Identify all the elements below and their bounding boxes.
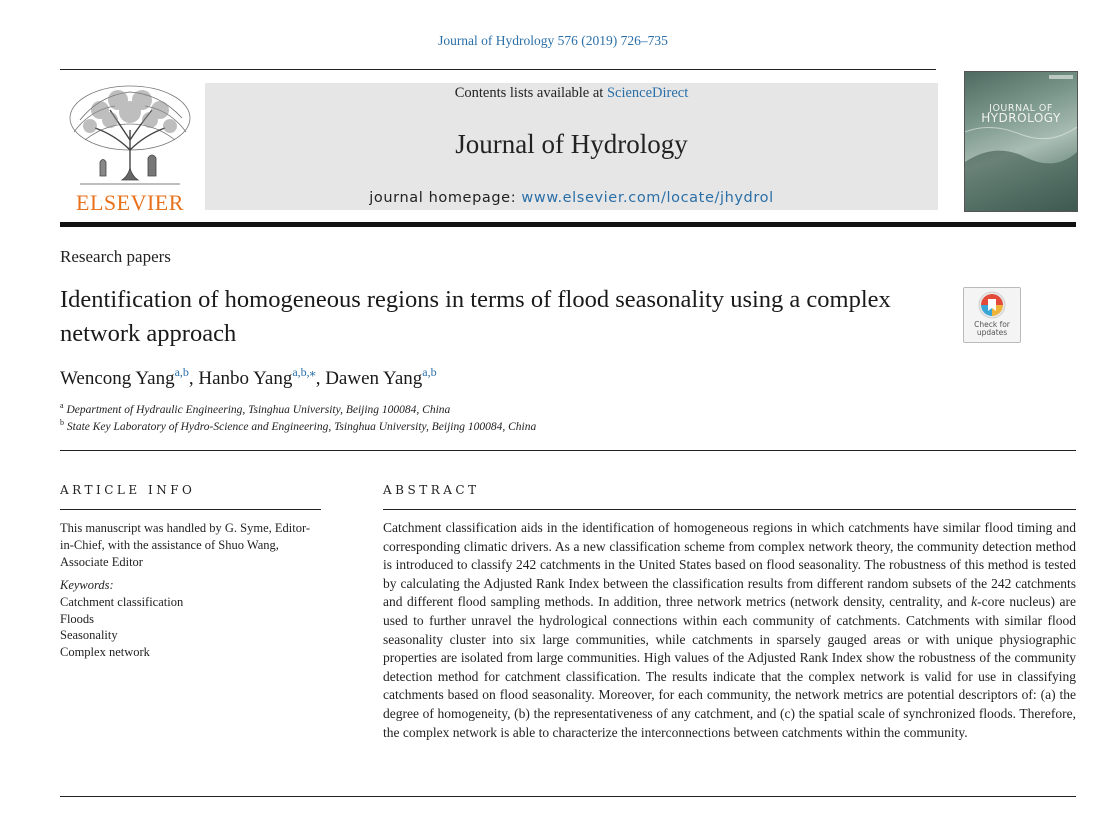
journal-cover-image[interactable] bbox=[964, 71, 1078, 212]
header-thick-rule bbox=[60, 222, 1076, 227]
author-separator: , bbox=[315, 368, 326, 389]
bottom-rule bbox=[60, 796, 1076, 797]
contents-prefix: Contents lists available at bbox=[454, 85, 607, 101]
article-title: Identification of homogeneous regions in terms of flood seasonality using a complex network approach bbox=[60, 286, 891, 347]
affiliation-text: State Key Laboratory of Hydro-Science and Engineering, Tsinghua University, Beijing 100084, China bbox=[66, 421, 537, 433]
keywords-list bbox=[60, 594, 183, 661]
author-name[interactable]: Hanbo Yang bbox=[198, 368, 293, 389]
homepage-link[interactable]: www.elsevier.com/locate/jhydrol bbox=[521, 190, 774, 206]
check-updates-icon bbox=[964, 288, 1020, 322]
abstract-text-part2: -core nucleus) are used to further unravel the hydrological connections within each community of catchments. Catchments with similar flood seasonality cluster into six large communities, while catchments in sparsely gauged areas or with unique physiographic properties are isolated from large communities. High values of the Adjusted Rank Index show the robustness of the community detection method for catchment classification. The results indicate that the complex network is valid for use in classifying catchments based on flood seasonality. Moreover, for each community, the network metrics are potential descriptors of: (a) the degree of homogeneity, (b) the representativeness of any catchment, and (c) the spatial scale of synchronized floods. Therefore, the complex network is able to characterize the interconnections between catchments within the community. bbox=[383, 594, 1076, 740]
cover-title-line1: JOURNAL OF bbox=[989, 103, 1053, 114]
abstract-text bbox=[383, 519, 1076, 742]
keyword-item: Complex network bbox=[60, 645, 150, 660]
publisher-name: ELSEVIER bbox=[76, 190, 184, 215]
abstract-rule bbox=[383, 509, 1076, 510]
keyword-item: Floods bbox=[60, 611, 95, 626]
article-info-rule bbox=[60, 509, 321, 510]
affiliation bbox=[60, 418, 536, 433]
affiliation-text: Department of Hydraulic Engineering, Tsinghua University, Beijing 100084, China bbox=[66, 404, 451, 416]
author-list bbox=[60, 365, 437, 390]
abstract-heading: ABSTRACT bbox=[383, 483, 480, 497]
cover-title-line2: HYDROLOGY bbox=[981, 111, 1061, 125]
sciencedirect-link[interactable]: ScienceDirect bbox=[606, 85, 689, 101]
homepage-line bbox=[205, 190, 938, 206]
handled-by-note: This manuscript was handled by G. Syme, Editor-in-Chief, with the assistance of Shuo Wang, Associate Editor bbox=[60, 521, 311, 569]
check-updates-line1: Check for bbox=[974, 320, 1010, 329]
cover-title bbox=[966, 104, 1076, 124]
keywords-label: Keywords: bbox=[60, 578, 114, 592]
abstract-text-part1: Catchment classification aids in the identification of homogeneous regions in which catchments have similar flood timing and corresponding climatic drivers. As a new classification scheme from complex network theory, the community detection method is introduced to classify 242 catchments in the United States based on flood seasonality. The robustness of this method is tested by calculating the Adjusted Rank Index between the classification results from different random subsets of the 242 catchments and different flood sampling methods. In addition, three network metrics (network density, centrality, and bbox=[383, 520, 1076, 610]
affiliation-key: a bbox=[60, 401, 64, 410]
section-rule bbox=[60, 450, 1076, 451]
article-info-heading: ARTICLE INFO bbox=[60, 483, 196, 497]
cover-wave-icon bbox=[965, 72, 1077, 211]
author-separator: , bbox=[188, 368, 199, 389]
author-affiliation-ref[interactable]: a,b,⁎ bbox=[292, 365, 316, 379]
section-label: Research papers bbox=[60, 247, 171, 266]
check-updates-line2: updates bbox=[976, 328, 1008, 337]
author-name[interactable]: Dawen Yang bbox=[325, 368, 423, 389]
keyword-item: Seasonality bbox=[60, 628, 118, 643]
affiliation bbox=[60, 401, 450, 416]
check-updates-label bbox=[964, 321, 1020, 337]
contents-line bbox=[205, 85, 938, 102]
check-for-updates-button[interactable] bbox=[963, 287, 1021, 343]
author-affiliation-ref[interactable]: a,b bbox=[422, 365, 437, 379]
author-affiliation-ref[interactable]: a,b bbox=[174, 365, 189, 379]
abstract-k-italic: k bbox=[971, 594, 978, 610]
homepage-prefix: journal homepage: bbox=[369, 190, 522, 206]
journal-title: Journal of Hydrology bbox=[455, 129, 688, 159]
author-name[interactable]: Wencong Yang bbox=[60, 368, 175, 389]
citation-link[interactable]: Journal of Hydrology 576 (2019) 726–735 bbox=[438, 33, 668, 48]
keyword-item: Catchment classification bbox=[60, 595, 184, 609]
affiliation-key: b bbox=[60, 418, 64, 427]
top-rule bbox=[60, 69, 936, 70]
journal-citation[interactable] bbox=[0, 33, 1106, 49]
